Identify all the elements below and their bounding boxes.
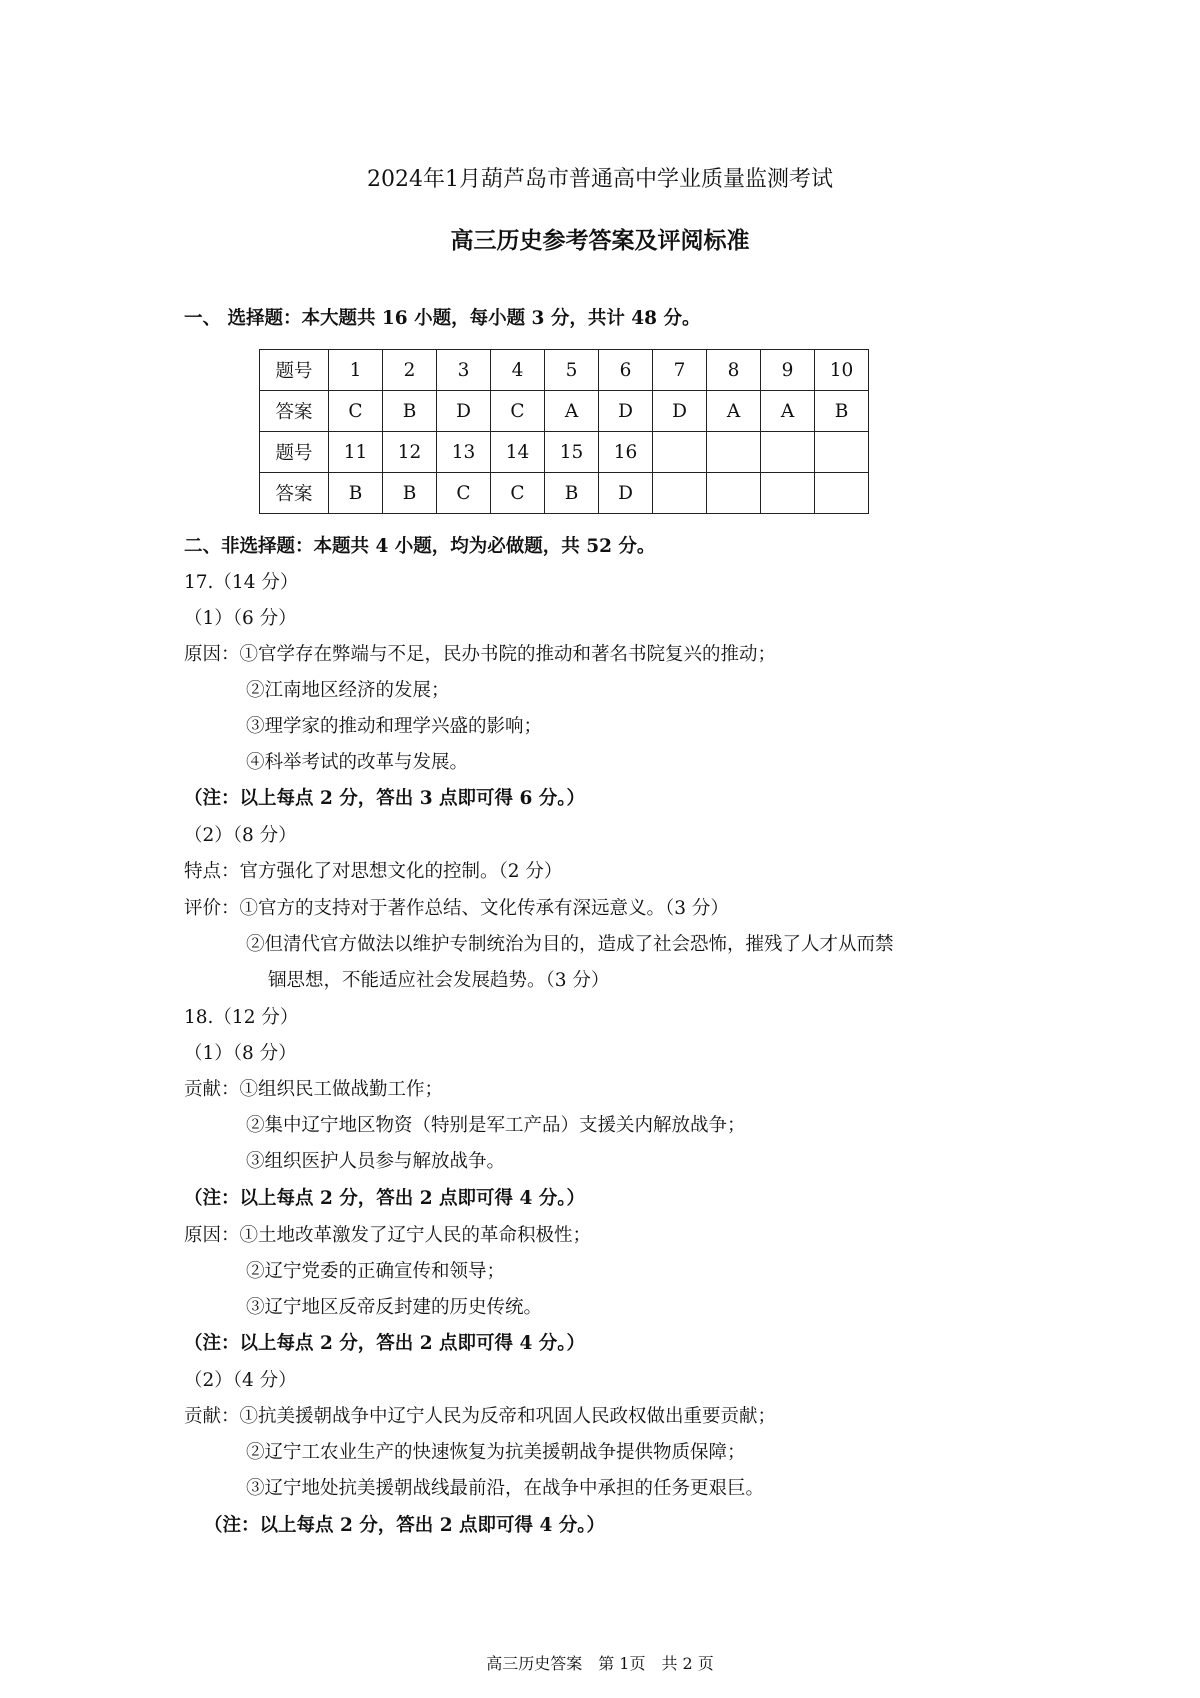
answer-table-cell: 10 (815, 350, 869, 391)
answer-table-cell: C (437, 473, 491, 514)
answer-table-cell: B (329, 473, 383, 514)
answer-table-row (260, 473, 869, 514)
answer-table-cell: 8 (707, 350, 761, 391)
q17-line: 评价：①官方的支持对于著作总结、文化传承有深远意义。（3 分） (184, 898, 729, 919)
q18-note: （注：以上每点 2 分，答出 2 点即可得 4 分。） (184, 1333, 586, 1354)
section-2-heading: 二、非选择题：本题共 4 小题，均为必做题，共 52 分。 (184, 536, 656, 557)
q17-line: ②江南地区经济的发展； (246, 680, 450, 701)
answer-table-row (260, 391, 869, 432)
answer-table-cell: 11 (329, 432, 383, 473)
q17-line: ③理学家的推动和理学兴盛的影响； (246, 716, 543, 737)
answer-table-cell: B (383, 473, 437, 514)
answer-table-cell: 3 (437, 350, 491, 391)
answer-table-cell: C (491, 391, 545, 432)
q17-line: 原因：①官学存在弊端与不足，民办书院的推动和著名书院复兴的推动； (184, 644, 777, 665)
answer-table-cell: A (707, 391, 761, 432)
answer-table-cell: D (599, 473, 653, 514)
answer-table-cell: A (761, 391, 815, 432)
q17-line: 特点：官方强化了对思想文化的控制。（2 分） (184, 861, 563, 882)
q17-line: ④科举考试的改革与发展。 (246, 752, 469, 773)
answer-table-cell: B (383, 391, 437, 432)
answer-table-cell: D (599, 391, 653, 432)
answer-table-cell: 13 (437, 432, 491, 473)
q17-line: ②但清代官方做法以维护专制统治为目的，造成了社会恐怖，摧残了人才从而禁 (246, 934, 894, 955)
answer-table-cell: 5 (545, 350, 599, 391)
answer-table-cell (761, 473, 815, 514)
answer-table-row-label: 题号 (260, 432, 329, 473)
q17-heading: 17.（14 分） (184, 572, 299, 593)
q18-line: 贡献：①组织民工做战勤工作； (184, 1079, 444, 1100)
answer-table-cell: 4 (491, 350, 545, 391)
section-1-heading: 一、 选择题：本大题共 16 小题，每小题 3 分，共计 48 分。 (184, 308, 701, 329)
answer-table-cell: A (545, 391, 599, 432)
q18-line: ②辽宁工农业生产的快速恢复为抗美援朝战争提供物质保障； (246, 1442, 746, 1463)
q17-part2: （2）（8 分） (184, 825, 297, 846)
answer-table-cell: 12 (383, 432, 437, 473)
answer-table-cell (761, 432, 815, 473)
q18-line: ③组织医护人员参与解放战争。 (246, 1151, 506, 1172)
q17-note: （注：以上每点 2 分，答出 3 点即可得 6 分。） (184, 788, 586, 809)
answer-table-cell (815, 432, 869, 473)
answer-table-cell: B (815, 391, 869, 432)
answer-table-cell (815, 473, 869, 514)
q18-heading: 18.（12 分） (184, 1007, 299, 1028)
q18-note: （注：以上每点 2 分，答出 2 点即可得 4 分。） (184, 1188, 586, 1209)
answer-table-cell: B (545, 473, 599, 514)
q17-part1: （1）（6 分） (184, 608, 297, 629)
document-subtitle: 高三历史参考答案及评阅标准 (450, 227, 750, 254)
answer-table (259, 349, 869, 514)
q18-line: ③辽宁地处抗美援朝战线最前沿，在战争中承担的任务更艰巨。 (246, 1478, 765, 1499)
answer-table-cell (707, 432, 761, 473)
q17-line: 锢思想，不能适应社会发展趋势。（3 分） (268, 970, 610, 991)
answer-table-cell: 14 (491, 432, 545, 473)
answer-table-row-label: 答案 (260, 473, 329, 514)
q18-line: ②辽宁党委的正确宣传和领导； (246, 1261, 506, 1282)
document-title: 2024年1月葫芦岛市普通高中学业质量监测考试 (367, 167, 833, 192)
q18-line: 原因：①土地改革激发了辽宁人民的革命积极性； (184, 1225, 592, 1246)
q18-part2: （2）（4 分） (184, 1370, 297, 1391)
q18-note: （注：以上每点 2 分，答出 2 点即可得 4 分。） (204, 1515, 606, 1536)
page-footer: 高三历史答案 第 1页 共 2 页 (486, 1654, 714, 1673)
answer-table-cell (653, 432, 707, 473)
answer-table-cell: 16 (599, 432, 653, 473)
answer-table-cell: 15 (545, 432, 599, 473)
q18-line: ②集中辽宁地区物资（特别是军工产品）支援关内解放战争； (246, 1115, 746, 1136)
answer-table-cell: 7 (653, 350, 707, 391)
answer-table-cell (707, 473, 761, 514)
answer-table-row (260, 350, 869, 391)
answer-table-cell: C (491, 473, 545, 514)
answer-table-cell: D (653, 391, 707, 432)
answer-table-cell: 2 (383, 350, 437, 391)
answer-table-cell: D (437, 391, 491, 432)
answer-table-row-label: 答案 (260, 391, 329, 432)
answer-table-cell: 6 (599, 350, 653, 391)
answer-table-row (260, 432, 869, 473)
q18-line: ③辽宁地区反帝反封建的历史传统。 (246, 1297, 543, 1318)
answer-table-cell: 1 (329, 350, 383, 391)
answer-table-cell: 9 (761, 350, 815, 391)
answer-table-row-label: 题号 (260, 350, 329, 391)
answer-table-cell: C (329, 391, 383, 432)
q18-line: 贡献：①抗美援朝战争中辽宁人民为反帝和巩固人民政权做出重要贡献； (184, 1406, 777, 1427)
q18-part1: （1）（8 分） (184, 1043, 297, 1064)
answer-table-cell (653, 473, 707, 514)
